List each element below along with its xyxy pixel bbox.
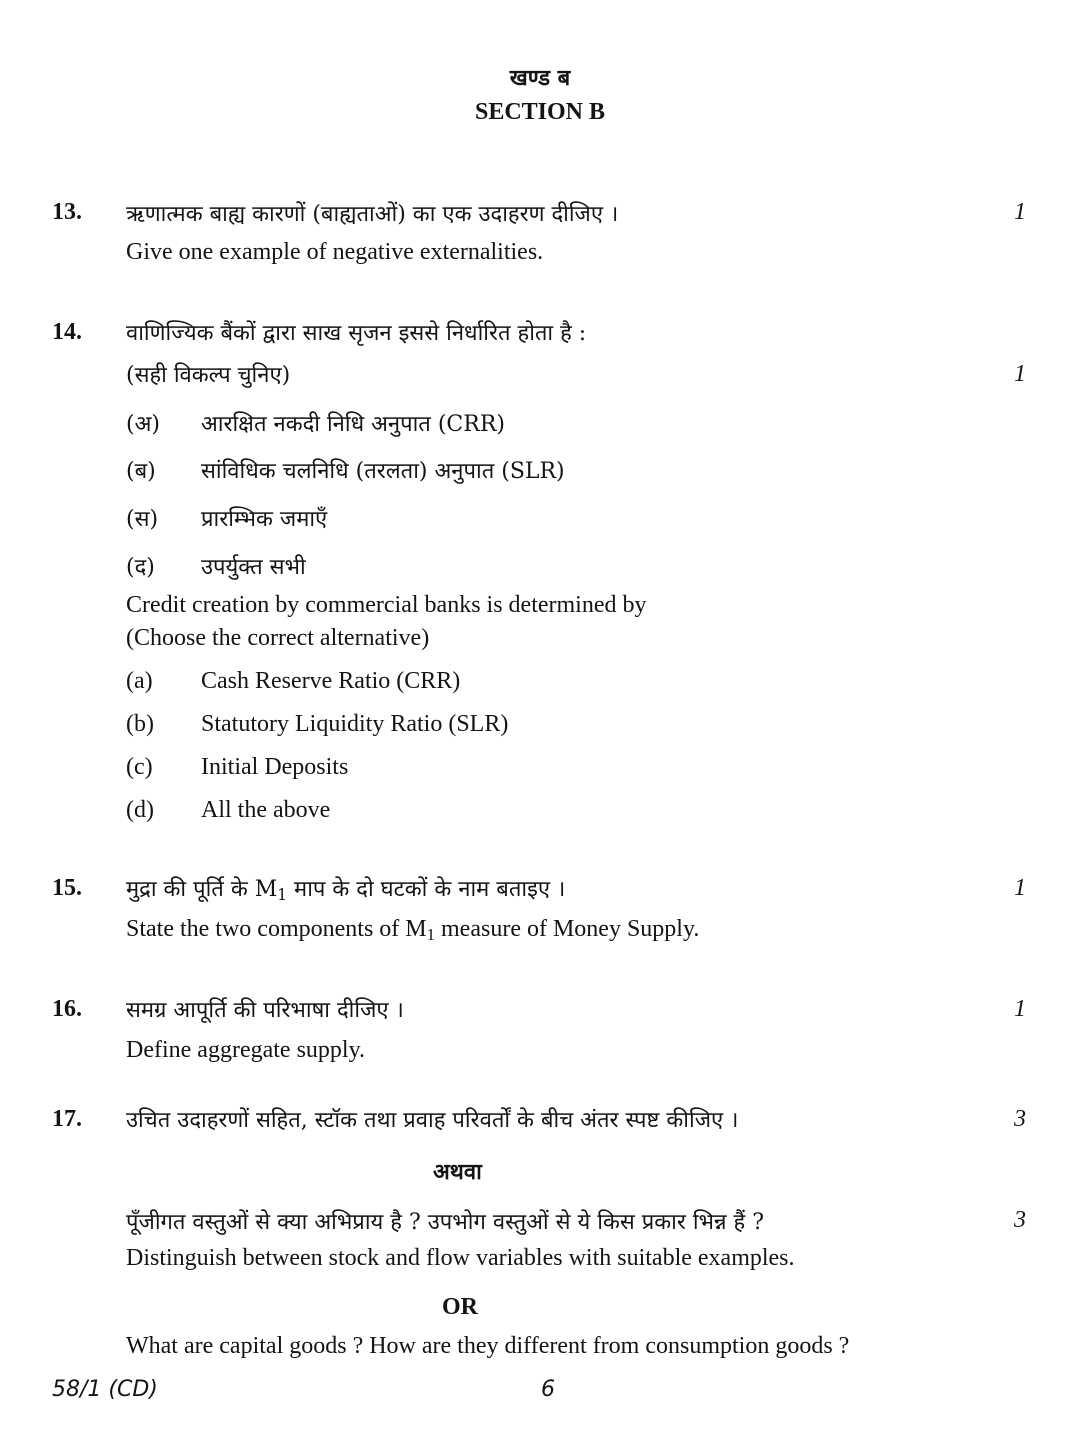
- question-15-marks: 1: [1014, 875, 1026, 901]
- question-15-hindi: मुद्रा की पूर्ति के $M_1$ माप के दो घटकों के नाम बताइए ।: [126, 877, 566, 904]
- question-17-english-alt: What are capital goods ? How are they different from consumption goods ?: [126, 1333, 850, 1359]
- paper-code: 58/1 (CD): [52, 1377, 158, 1402]
- option-label-hindi: (द): [126, 555, 155, 580]
- option-label-english: (a): [126, 668, 153, 694]
- option-text-english: Initial Deposits: [201, 754, 349, 780]
- question-16-number: 16.: [52, 996, 82, 1022]
- question-17-marks-main: 3: [1014, 1106, 1026, 1132]
- option-text-hindi: उपर्युक्त सभी: [201, 555, 306, 580]
- question-13-marks: 1: [1014, 199, 1026, 225]
- question-15-english: State the two components of $M_1$ measure of Money Supply.: [126, 916, 700, 945]
- question-14-hindi-line2: (सही विकल्प चुनिए): [126, 363, 291, 388]
- option-text-hindi: आरक्षित नकदी निधि अनुपात (CRR): [201, 412, 505, 437]
- question-13-number: 13.: [52, 199, 82, 225]
- option-label-hindi: (अ): [126, 412, 160, 437]
- option-text-english: Statutory Liquidity Ratio (SLR): [201, 711, 509, 737]
- question-14-number: 14.: [52, 319, 82, 345]
- question-17-hindi-main: उचित उदाहरणों सहित, स्टॉक तथा प्रवाह परिवर्तों के बीच अंतर स्पष्ट कीजिए ।: [126, 1108, 739, 1133]
- question-16-hindi: समग्र आपूर्ति की परिभाषा दीजिए ।: [126, 998, 404, 1023]
- question-13-english: Give one example of negative externalities.: [126, 239, 544, 265]
- option-text-hindi: सांविधिक चलनिधि (तरलता) अनुपात (SLR): [201, 459, 565, 484]
- question-14-english-line1: Credit creation by commercial banks is determined by: [126, 592, 647, 618]
- option-text-hindi: प्रारम्भिक जमाएँ: [201, 507, 328, 532]
- question-16-english: Define aggregate supply.: [126, 1037, 366, 1063]
- option-label-english: (d): [126, 797, 154, 823]
- question-17-or-hindi: अथवा: [433, 1159, 482, 1185]
- option-label-english: (b): [126, 711, 154, 737]
- option-text-english: All the above: [201, 797, 331, 823]
- question-13-hindi: ऋणात्मक बाह्य कारणों (बाह्यताओं) का एक उदाहरण दीजिए ।: [126, 202, 619, 227]
- section-heading-hindi: खण्ड ब: [509, 65, 571, 91]
- question-16-marks: 1: [1014, 996, 1026, 1022]
- option-label-hindi: (ब): [126, 459, 156, 484]
- option-label-hindi: (स): [126, 507, 159, 532]
- section-heading-english: SECTION B: [474, 99, 606, 125]
- question-17-marks-alt: 3: [1014, 1207, 1026, 1233]
- question-17-english-main: Distinguish between stock and flow variables with suitable examples.: [126, 1245, 795, 1271]
- question-17-number: 17.: [52, 1106, 82, 1132]
- question-14-marks: 1: [1014, 361, 1026, 387]
- option-label-english: (c): [126, 754, 153, 780]
- question-17-or-english: OR: [442, 1294, 478, 1320]
- question-14-hindi-line1: वाणिज्यिक बैंकों द्वारा साख सृजन इससे निर्धारित होता है :: [126, 321, 587, 346]
- option-text-english: Cash Reserve Ratio (CRR): [201, 668, 461, 694]
- question-14-english-line2: (Choose the correct alternative): [126, 625, 430, 651]
- page-number: 6: [541, 1377, 555, 1402]
- question-15-number: 15.: [52, 875, 82, 901]
- question-17-hindi-alt: पूँजीगत वस्तुओं से क्या अभिप्राय है ? उपभोग वस्तुओं से ये किस प्रकार भिन्न हैं ?: [126, 1210, 764, 1235]
